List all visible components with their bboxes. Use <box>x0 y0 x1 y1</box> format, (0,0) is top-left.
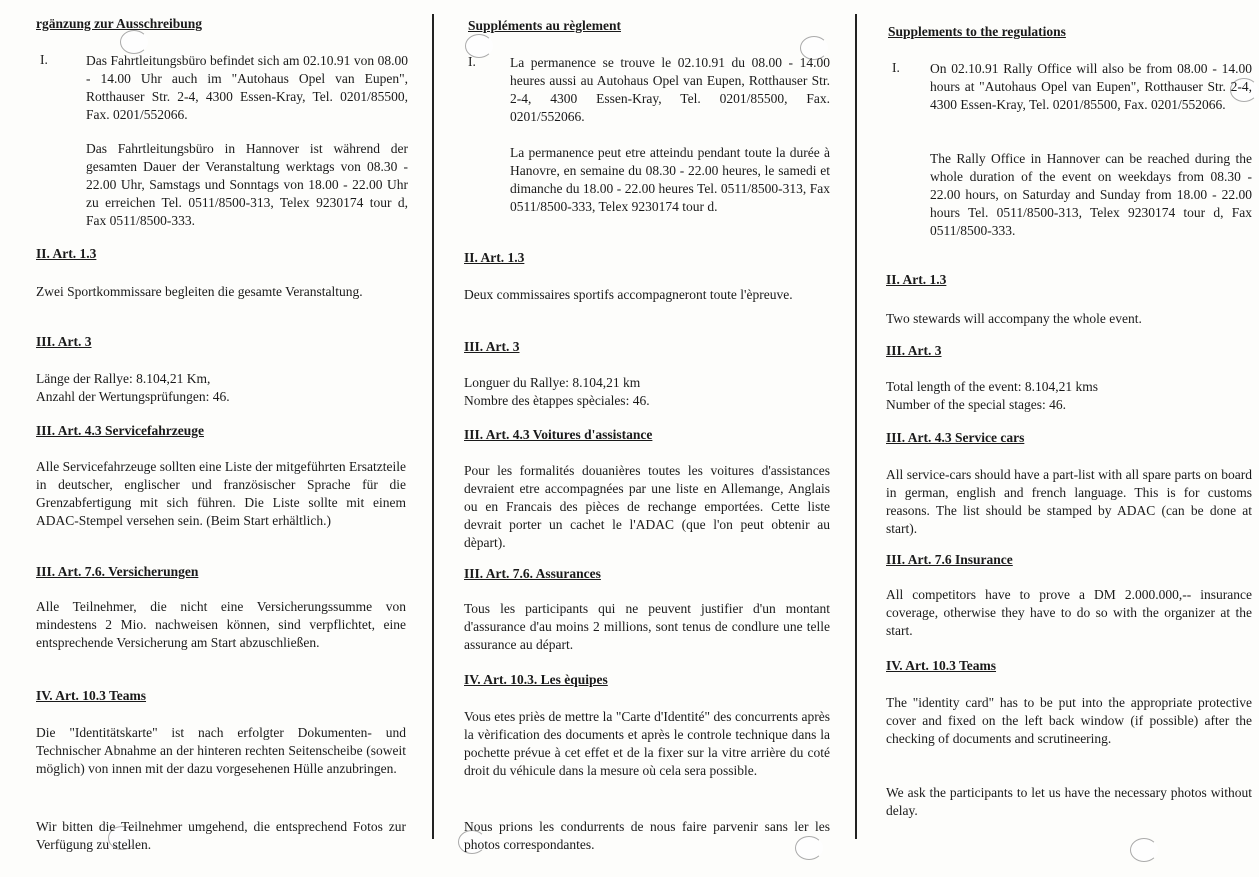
article-heading: III. Art. 3 <box>464 339 520 354</box>
article-text: Alle Teilnehmer, die nicht eine Versicherungssumme von mindestens 2 Mio. nachweisen können, sind verpflichtet, eine entsprechende Versicherung am Start abzuschließen. <box>36 599 406 650</box>
article-heading: III. Art. 7.6 Insurance <box>886 552 1013 567</box>
section-title: Suppléments au règlement <box>468 18 621 33</box>
article-text: We ask the participants to let us have the necessary photos without delay. <box>886 785 1252 818</box>
article-text: Longuer du Rallye: 8.104,21 km <box>464 375 641 390</box>
article-text: Deux commissaires sportifs accompagneront toute l'èpreuve. <box>464 287 793 302</box>
office-paragraph: The Rally Office in Hannover can be reached during the whole duration of the event on weekdays from 08.30 - 22.00 hours, on Saturday and Sunday from 18.00 - 22.00 hours Tel. 0511/8500-313, Telex 9230174 tour d, Fax 0511/8500-333. <box>930 151 1252 238</box>
article-heading: IV. Art. 10.3. Les èquipes <box>464 672 608 687</box>
article-text: Die "Identitätskarte" ist nach erfolgter Dokumenten- und Technischer Abnahme an der hinteren rechten Seitenscheibe (soweit möglich) von innen mit der dazu vorgesehenen Hülle anzubringen. <box>36 725 406 776</box>
article-heading: III. Art. 4.3 Servicefahrzeuge <box>36 423 204 438</box>
article-text: Anzahl der Wertungsprüfungen: 46. <box>36 389 230 404</box>
article-text: Two stewards will accompany the whole event. <box>886 311 1142 326</box>
article-text: Zwei Sportkommissare begleiten die gesamte Veranstaltung. <box>36 284 363 299</box>
article-heading: III. Art. 4.3 Service cars <box>886 430 1025 445</box>
section-title: Supplements to the regulations <box>888 24 1066 39</box>
article-heading: III. Art. 3 <box>36 334 92 349</box>
article-text: Number of the special stages: 46. <box>886 397 1066 412</box>
section-number: I. <box>40 52 48 67</box>
article-heading: IV. Art. 10.3 Teams <box>886 658 997 673</box>
article-text: Länge der Rallye: 8.104,21 Km, <box>36 371 211 386</box>
article-text: Alle Servicefahrzeuge sollten eine Liste der mitgeführten Ersatzteile in deutscher, englischer und französischer Sprache für die Grenzabfertigung mit sich führen. Die Liste sollte mit einem ADAC-Stempel versehen sein. (Beim Start erhältlich.) <box>36 459 406 528</box>
section-number: I. <box>468 54 476 69</box>
article-heading: III. Art. 7.6. Assurances <box>464 566 601 581</box>
english-column <box>856 0 1259 877</box>
article-text: Pour les formalités douanières toutes les voitures d'assistances devraient etre accompagnées par une liste en Allemange, Anglais ou en Francais des pièces de rechange emportées. Cette liste devrait porter un cachet le l'ADAC (que l'on peut obtenir au dèpart). <box>464 463 830 550</box>
article-text: Total length of the event: 8.104,21 kms <box>886 379 1099 394</box>
article-text: Nous prions les condurrents de nous faire parvenir sans ler les photos correspondantes. <box>464 819 830 852</box>
article-text: All service-cars should have a part-list with all spare parts on board in german, english and french language. This is for customs reasons. The list should be stamped by ADAC (can be done at start). <box>886 467 1252 536</box>
article-heading: IV. Art. 10.3 Teams <box>36 688 147 703</box>
office-paragraph: Das Fahrtleitungsbüro in Hannover ist während der gesamten Dauer der Veranstaltung werktags von 08.30 - 22.00 Uhr, Samstags und Sonntags von 18.00 - 22.00 Uhr zu erreichen Tel. 0511/8500-313, Telex 9230174 tour d, Fax 0511/8500-333. <box>86 141 408 228</box>
office-paragraph: On 02.10.91 Rally Office will also be from 08.00 - 14.00 hours at "Autohaus Opel van Eupen", Rotthauser Str. 2-4, 4300 Essen-Kray, Tel. 0201/85500, Fax. 0201/552066. <box>930 61 1252 112</box>
section-title: rgänzung zur Ausschreibung <box>36 16 203 31</box>
french-column <box>432 0 856 877</box>
article-text: The "identity card" has to be put into the appropriate protective cover and fixed on the left back window (if possible) after the checking of documents and scrutineering. <box>886 695 1252 746</box>
article-text: All competitors have to prove a DM 2.000.000,-- insurance coverage, otherwise they have to do so with the organizer at the start. <box>886 587 1252 638</box>
article-heading: III. Art. 7.6. Versicherungen <box>36 564 199 579</box>
article-heading: II. Art. 1.3 <box>464 250 525 265</box>
office-paragraph: La permanence peut etre atteindu pendant toute la durée à Hanovre, en semaine du 08.30 - 22.00 heures, le samedi et dimanche du 18.00 - 22.00 heures Tel. 0511/8500-313, Fax 0511/8500-333, Telex 9230174 tour d. <box>510 145 830 214</box>
office-paragraph: La permanence se trouve le 02.10.91 du 08.00 - 14.00 heures aussi au Autohaus Opel van Eupen, Rotthauser Str. 2-4, 4300 Essen-Kray, Tel. 0201/85500, Fax. 0201/552066. <box>510 55 830 124</box>
article-text: Wir bitten die Teilnehmer umgehend, die entsprechend Fotos zur Verfügung zu stellen. <box>36 819 406 852</box>
article-heading: III. Art. 4.3 Voitures d'assistance <box>464 427 653 442</box>
article-heading: II. Art. 1.3 <box>36 246 97 261</box>
article-text: Vous etes priès de mettre la "Carte d'Identité" des concurrents après la vèrification des documents et après le controle technique dans la pochette prévue à cet effet et de la fixer sur la vitre arrière du coté droit du véhicule dans la mesure où cela sera possible. <box>464 709 830 778</box>
german-column <box>0 0 432 877</box>
article-heading: III. Art. 3 <box>886 343 942 358</box>
section-number: I. <box>892 60 900 75</box>
article-heading: II. Art. 1.3 <box>886 272 947 287</box>
article-text: Nombre des ètappes spèciales: 46. <box>464 393 650 408</box>
office-paragraph: Das Fahrtleitungsbüro befindet sich am 02.10.91 von 08.00 - 14.00 Uhr auch im "Autohaus Opel van Eupen", Rotthauser Str. 2-4, 4300 Essen-Kray, Tel. 0201/85500, Fax. 0201/552066. <box>86 53 408 122</box>
article-text: Tous les participants qui ne peuvent justifier d'un montant d'assurance d'au moins 2 millions, sont tenus de condlure une telle assurance au départ. <box>464 601 830 652</box>
